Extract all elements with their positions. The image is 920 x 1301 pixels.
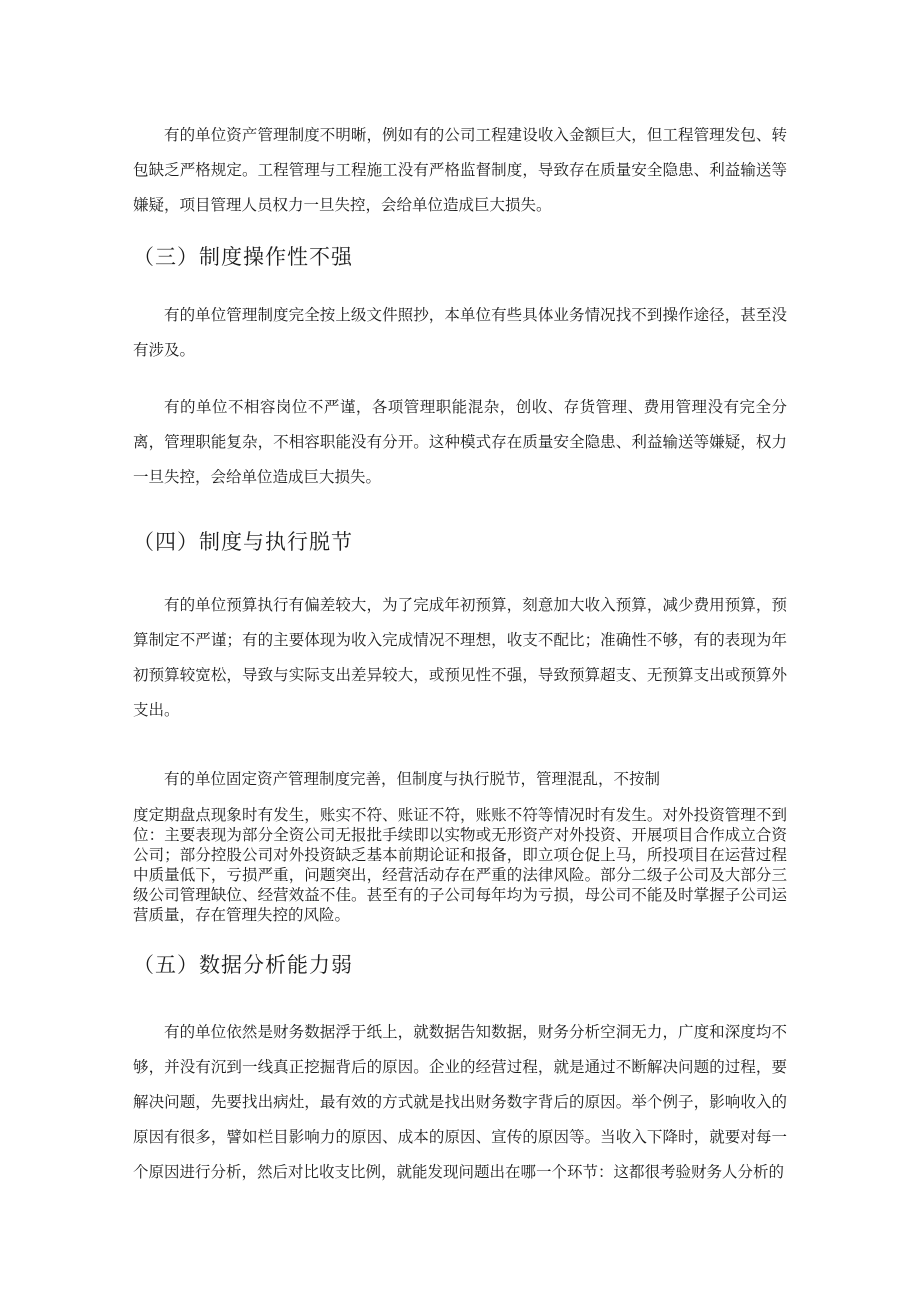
paragraph-asset-management: 有的单位资产管理制度不明晰，例如有的公司工程建设收入金额巨大，但工程管理发包、转包缺乏严格规定。工程管理与工程施工没有严格监督制度，导致存在质量安全隐患、利益输送等嫌疑，项目管理人员权力一旦失控，会给单位造成巨大损失。: [133, 127, 787, 214]
heading-section-3: （三）制度操作性不强: [133, 245, 353, 269]
paragraph-fixed-assets-lead: 有的单位固定资产管理制度完善，但制度与执行脱节，管理混乱，不按制: [164, 771, 661, 788]
paragraph-incompatible-posts: 有的单位不相容岗位不严谨，各项管理职能混杂，创收、存货管理、费用管理没有完全分离，管理职能复杂，不相容职能没有分开。这种模式存在质量安全隐患、利益输送等嫌疑，权力一旦失控，会给单位造成巨大损失。: [133, 399, 787, 486]
paragraph-inventory-investment: 度定期盘点现象时有发生，账实不符、账证不符，账账不符等情况时有发生。对外投资管理不到位：主要表现为部分全资公司无报批手续即以实物或无形资产对外投资、开展项目合作成立合资公司；部分控股公司对外投资缺乏基本前期论证和报备，即立项仓促上马，所投项目在运营过程中质量低下，亏损严重，问题突出，经营活动存在严重的法律风险。部分二级子公司及大部分三级公司管理缺位、经营效益不佳。甚至有的子公司每年均为亏损，母公司不能及时掌握子公司运营质量，存在管理失控的风险。: [133, 807, 787, 924]
paragraph-budget-execution: 有的单位预算执行有偏差较大，为了完成年初预算，刻意加大收入预算，减少费用预算，预算制定不严谨；有的主要体现为收入完成情况不理想，收支不配比；准确性不够，有的表现为年初预算较宽松，导致与实际支出差异较大，或预见性不强，导致预算超支、无预算支出或预算外支出。: [133, 597, 787, 719]
heading-section-5: （五）数据分析能力弱: [133, 953, 353, 977]
paragraph-data-analysis: 有的单位依然是财务数据浮于纸上，就数据告知数据，财务分析空洞无力，广度和深度均不够，并没有沉到一线真正挖掘背后的原因。企业的经营过程，就是通过不断解决问题的过程，要解决问题，先要找出病灶，最有效的方式就是找出财务数字背后的原因。举个例子，影响收入的原因有很多，譬如栏目影响力的原因、成本的原因、宣传的原因等。当收入下降时，就要对每一个原因进行分析，然后对比收支比例，就能发现问题出在哪一个环节：这都很考验财务人分析的: [133, 1024, 787, 1181]
heading-section-4: （四）制度与执行脱节: [133, 530, 353, 554]
paragraph-copied-rules: 有的单位管理制度完全按上级文件照抄，本单位有些具体业务情况找不到操作途径，甚至没有涉及。: [133, 307, 787, 359]
